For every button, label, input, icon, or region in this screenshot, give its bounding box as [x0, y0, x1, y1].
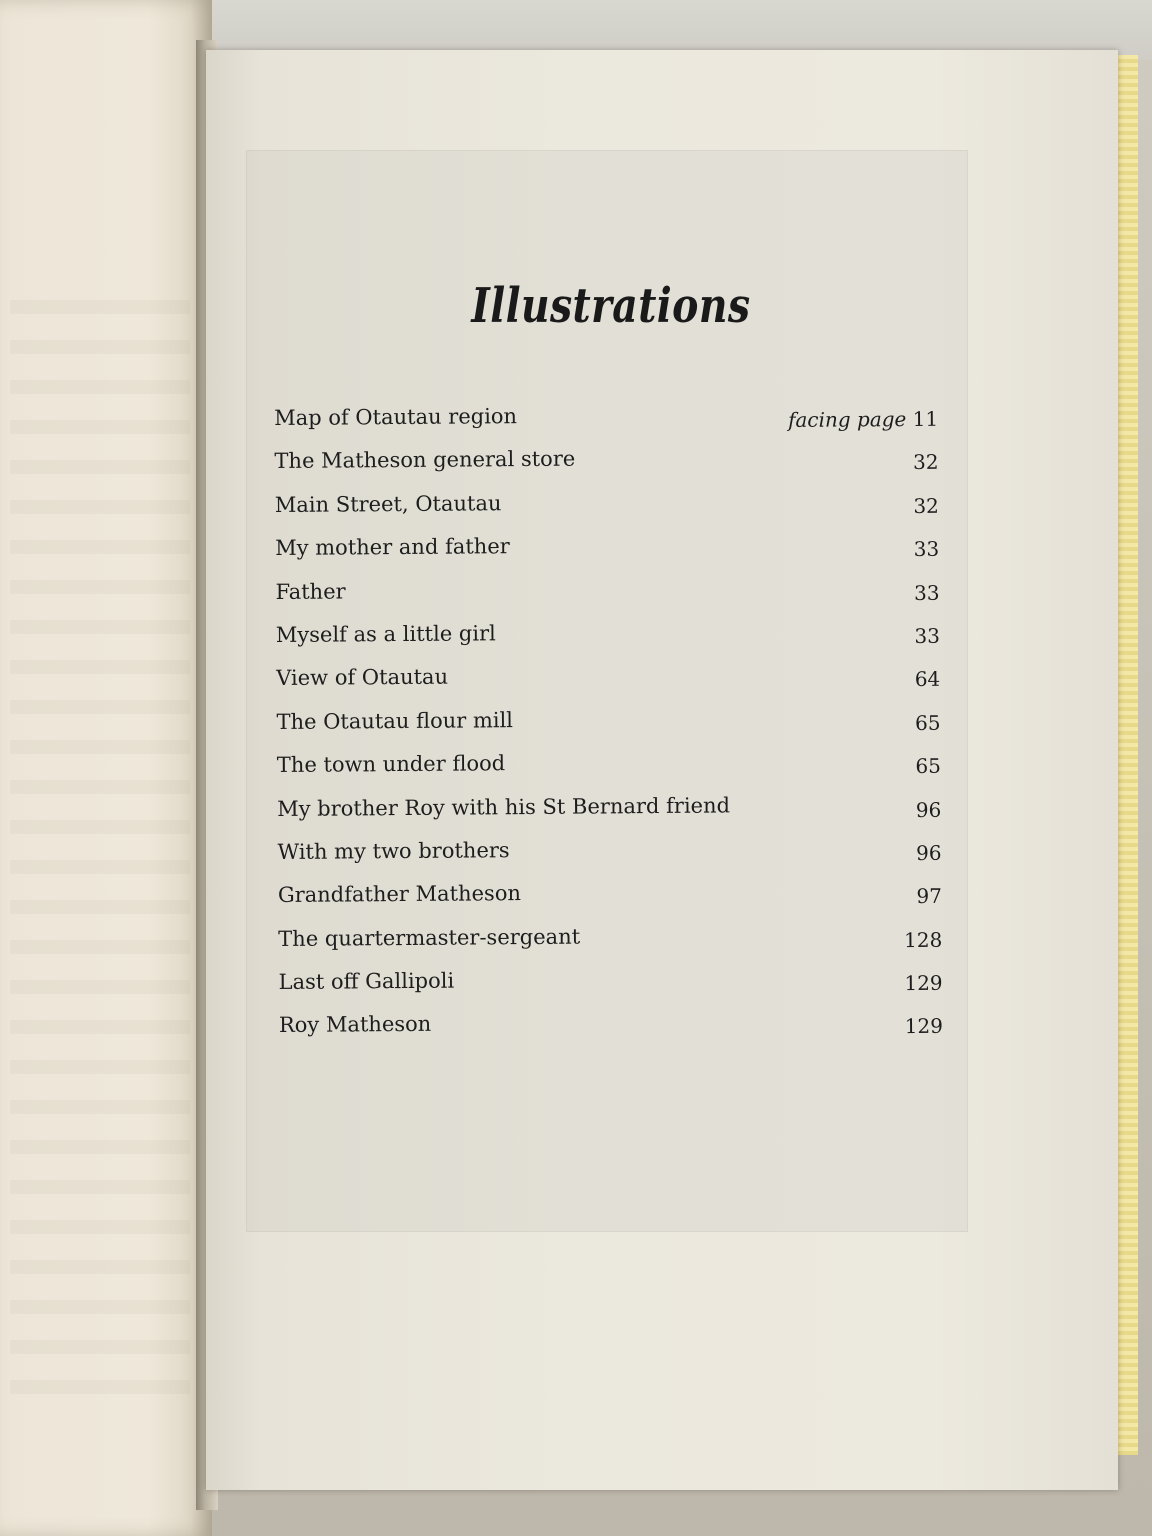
list-item	[278, 959, 942, 1008]
list-item	[276, 699, 940, 748]
list-item	[277, 742, 941, 791]
list-item	[277, 829, 941, 878]
list-item	[278, 915, 942, 964]
illustration-caption: Father	[275, 579, 346, 604]
illustration-caption: View of Otautau	[276, 664, 449, 691]
illustration-list	[274, 395, 943, 1051]
illustration-caption: Roy Matheson	[278, 1012, 432, 1038]
illustration-caption: Map of Otautau region	[274, 404, 518, 430]
list-item	[278, 872, 942, 921]
page-number: 129	[904, 1014, 944, 1039]
page-number: 129	[904, 970, 943, 996]
page-number: 33	[913, 536, 940, 562]
illustration-caption: The Otautau flour mill	[276, 707, 514, 734]
illustration-caption: My brother Roy with his St Bernard friend	[277, 792, 731, 821]
list-item	[275, 525, 939, 574]
illustration-page	[788, 407, 938, 432]
left-page	[0, 0, 212, 1536]
list-item	[279, 1002, 943, 1051]
right-page	[206, 50, 1118, 1490]
list-item	[275, 568, 939, 617]
page-number: 128	[903, 927, 943, 952]
illustration-caption: Myself as a little girl	[275, 621, 496, 647]
list-item	[275, 482, 939, 531]
page-number: 33	[913, 580, 940, 605]
page-number: 33	[914, 623, 940, 648]
page-number: 11	[912, 406, 939, 431]
facing-page-label: facing page	[787, 407, 907, 432]
list-item	[276, 655, 940, 704]
page-title: Illustrations	[471, 278, 751, 334]
page-number: 32	[912, 450, 939, 475]
page-number: 65	[915, 710, 941, 735]
list-item	[276, 612, 940, 661]
left-page-show-through	[10, 300, 190, 1400]
page-number: 97	[916, 884, 943, 909]
list-item	[274, 395, 938, 444]
illustration-caption: Main Street, Otautau	[274, 490, 502, 517]
page-number: 65	[915, 753, 941, 779]
illustration-caption: Last off Gallipoli	[278, 968, 455, 995]
illustration-caption: The quartermaster-sergeant	[278, 924, 581, 951]
page-number: 96	[915, 797, 942, 822]
illustration-caption: My mother and father	[275, 534, 510, 561]
page-number: 64	[914, 667, 941, 692]
illustration-caption: The town under flood	[276, 751, 506, 778]
page-number: 96	[916, 840, 942, 865]
illustration-caption: With my two brothers	[277, 838, 510, 864]
list-item	[274, 438, 938, 487]
illustration-caption: The Matheson general store	[274, 447, 576, 474]
list-item	[277, 785, 941, 834]
illustration-caption: Grandfather Matheson	[277, 881, 522, 908]
page-number: 32	[913, 493, 939, 518]
